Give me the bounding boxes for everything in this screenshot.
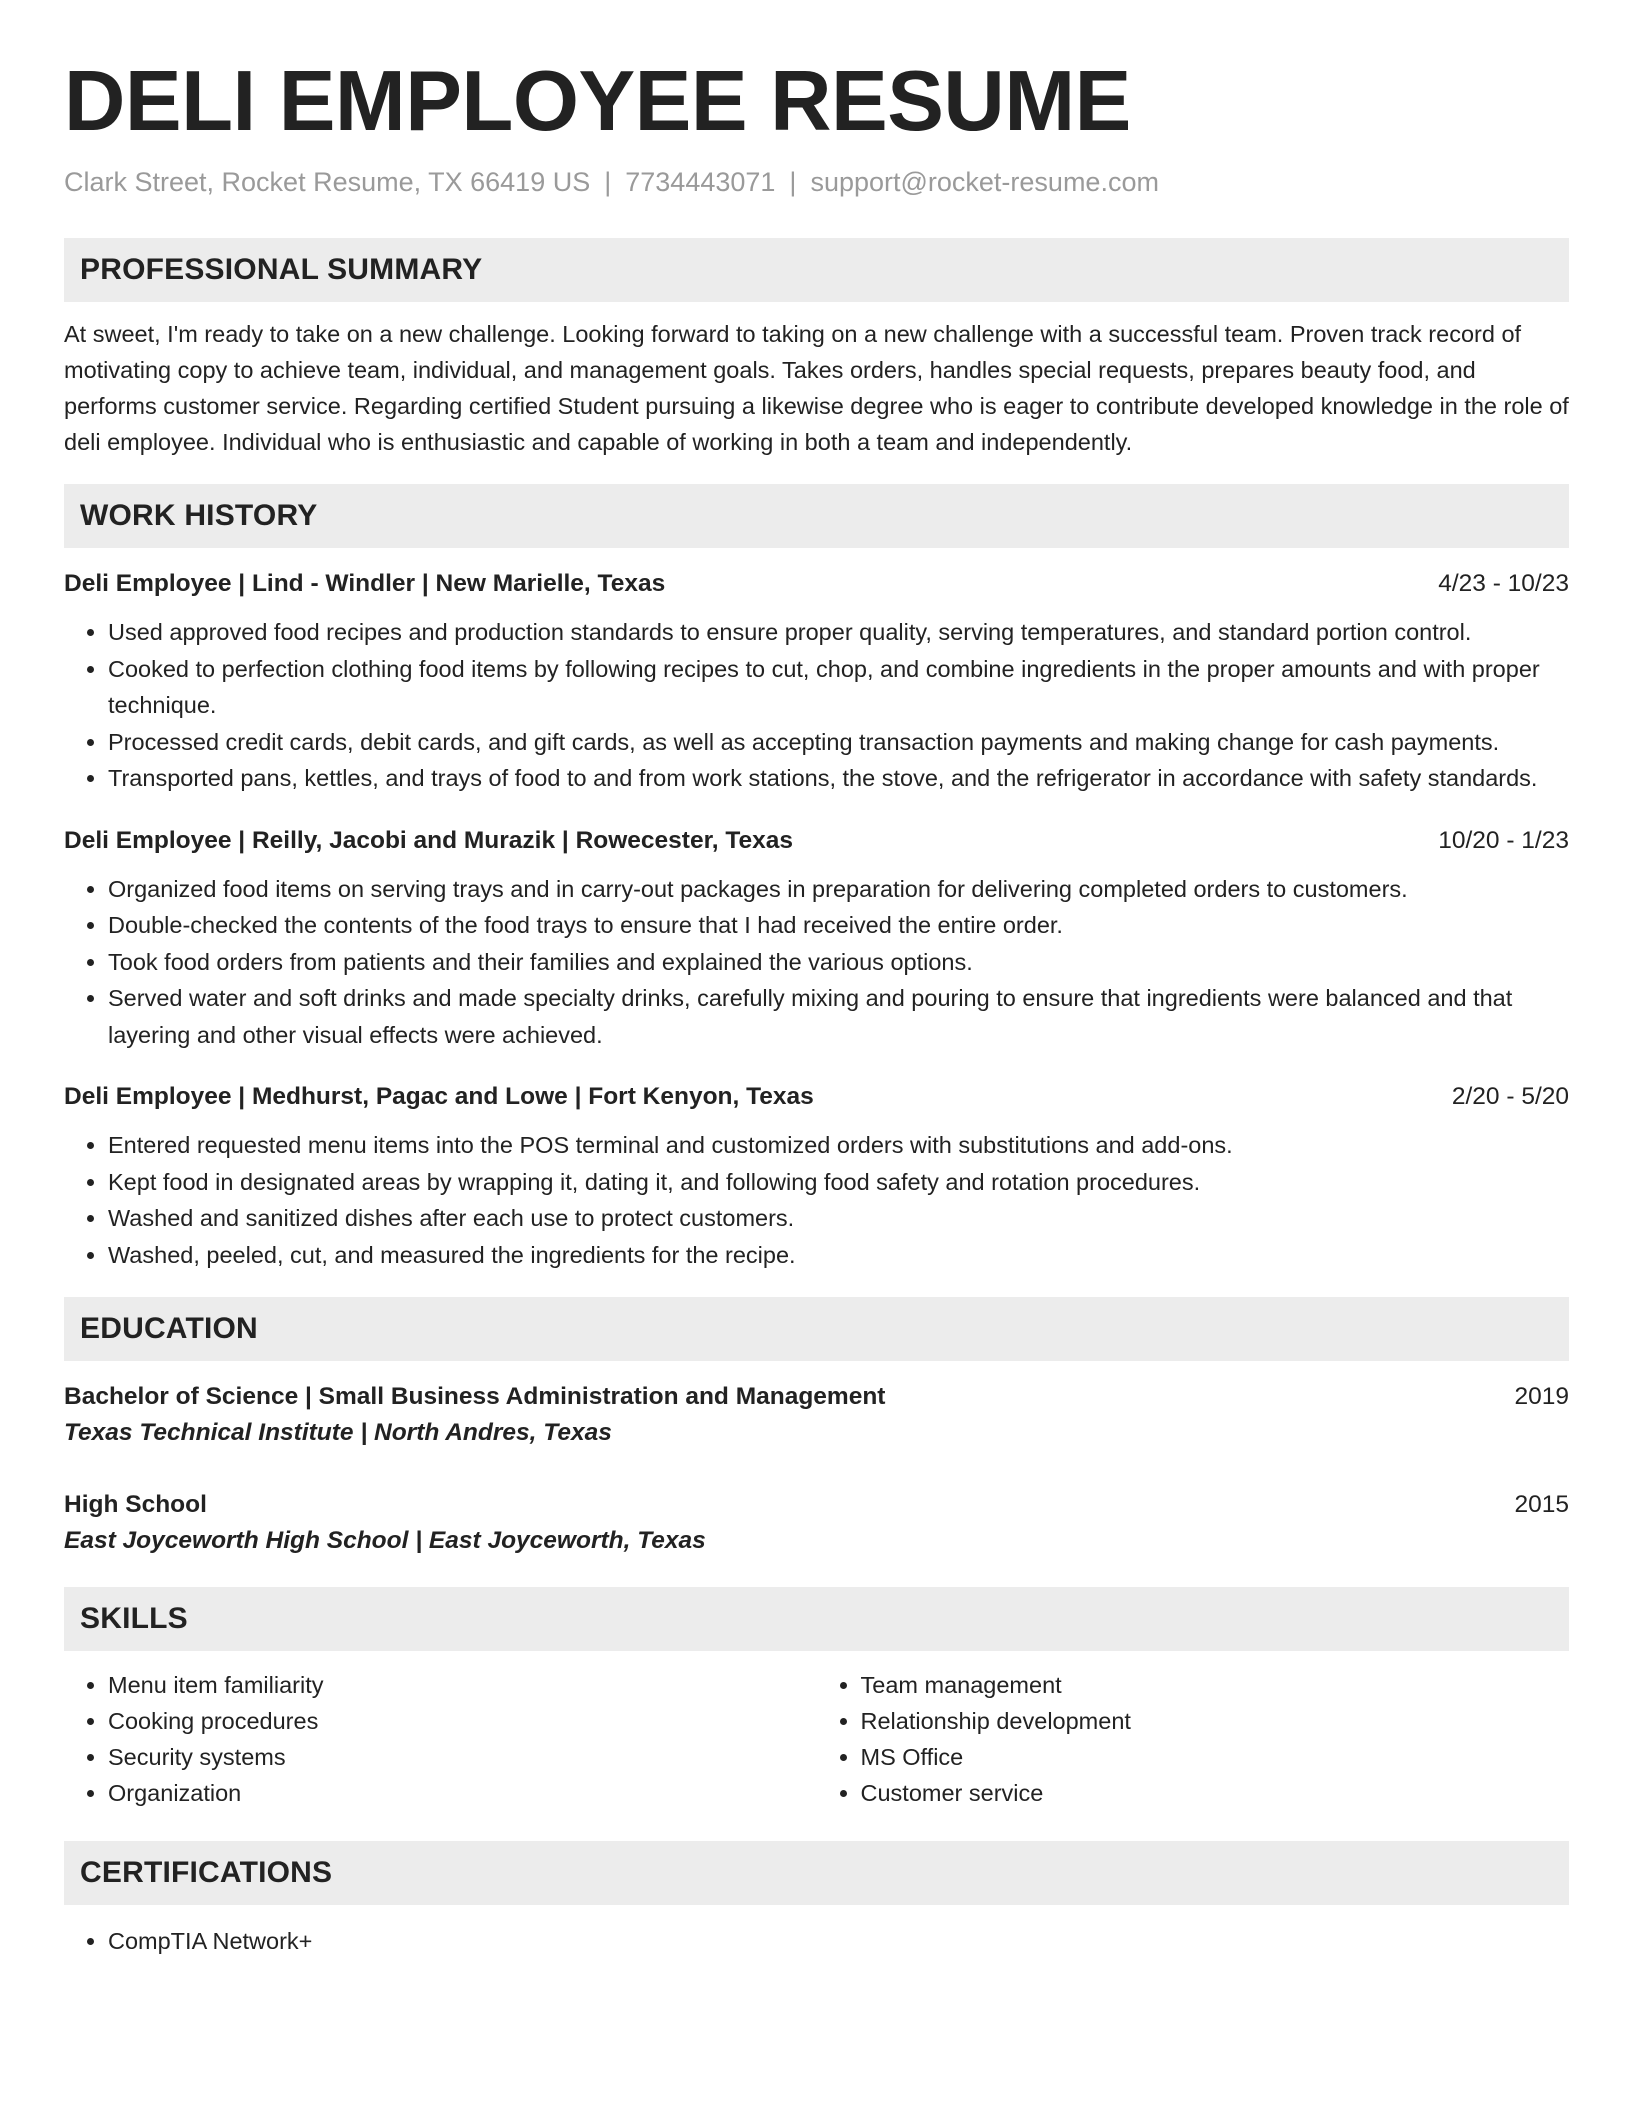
skill-item: • Cooking procedures	[108, 1703, 817, 1739]
job-dates: 2/20 - 5/20	[1451, 1083, 1569, 1110]
job-bullet: • Cooked to perfection clothing food items by following recipes to cut, chop, and combine ingredients in the proper amounts and with proper technique.	[108, 651, 1569, 724]
job-dates: 10/20 - 1/23	[1438, 826, 1569, 854]
job-header	[64, 566, 1569, 602]
job-entry	[64, 1079, 1569, 1273]
contact-separator: |	[789, 167, 797, 197]
job-bullets	[64, 1127, 1569, 1273]
skill-item: • MS Office	[861, 1739, 1570, 1775]
job-bullet: • Entered requested menu items into the POS terminal and customized orders with substitutions and add-ons.	[108, 1127, 1569, 1164]
skill-item: • Menu item familiarity	[108, 1667, 817, 1703]
education-entry	[64, 1487, 1569, 1559]
certification-item: • CompTIA Network+	[108, 1923, 1569, 1959]
skill-item: • Organization	[108, 1775, 817, 1811]
education-year: 2019	[1514, 1383, 1569, 1410]
education-degree: Bachelor of Science | Small Business Administration and Management	[64, 1383, 886, 1410]
job-bullet: • Transported pans, kettles, and trays of food to and from work stations, the stove, and the refrigerator in accordance with safety standards.	[108, 760, 1569, 797]
certifications-bullets	[64, 1923, 1569, 1959]
certifications-list	[64, 1923, 1569, 1959]
job-bullets	[64, 871, 1569, 1054]
job-title: Deli Employee | Medhurst, Pagac and Lowe | Fort Kenyon, Texas	[64, 1083, 814, 1110]
education-header	[64, 1379, 1569, 1415]
job-bullets	[64, 614, 1569, 797]
job-bullet: • Kept food in designated areas by wrapping it, dating it, and following food safety and rotation procedures.	[108, 1164, 1569, 1201]
section-header-work-history: WORK HISTORY	[64, 484, 1569, 548]
job-bullet: • Took food orders from patients and their families and explained the various options.	[108, 944, 1569, 981]
job-bullet: • Washed, peeled, cut, and measured the ingredients for the recipe.	[108, 1237, 1569, 1274]
skills-column-left	[64, 1667, 817, 1811]
resume-title: DELI EMPLOYEE RESUME	[64, 54, 1131, 149]
education-year: 2015	[1514, 1491, 1569, 1518]
job-title: Deli Employee | Reilly, Jacobi and Murazik | Rowecester, Texas	[64, 826, 794, 854]
contact-email: support@rocket-resume.com	[810, 167, 1159, 197]
job-bullet: • Organized food items on serving trays and in carry-out packages in preparation for delivering completed orders to customers.	[108, 871, 1569, 908]
job-title: Deli Employee | Lind - Windler | New Marielle, Texas	[64, 570, 666, 597]
resume-content	[64, 52, 1569, 1959]
education-school: Texas Technical Institute | North Andres, Texas	[64, 1419, 612, 1446]
job-bullet: • Processed credit cards, debit cards, and gift cards, as well as accepting transaction payments and making change for cash payments.	[108, 724, 1569, 761]
contact-address: Clark Street, Rocket Resume, TX 66419 US	[64, 167, 591, 197]
job-bullet: • Used approved food recipes and production standards to ensure proper quality, serving temperatures, and standard portion control.	[108, 614, 1569, 651]
skills-column-right	[817, 1667, 1570, 1811]
skill-item: • Security systems	[108, 1739, 817, 1775]
job-dates: 4/23 - 10/23	[1438, 570, 1569, 597]
job-entry	[64, 823, 1569, 1054]
job-header	[64, 1079, 1569, 1115]
contact-line	[64, 164, 1569, 200]
education-header	[64, 1487, 1569, 1523]
contact-phone: 7734443071	[625, 167, 776, 197]
job-bullet: • Washed and sanitized dishes after each use to protect customers.	[108, 1200, 1569, 1237]
skill-item: • Customer service	[861, 1775, 1570, 1811]
section-header-certifications: CERTIFICATIONS	[64, 1841, 1569, 1905]
summary-text: At sweet, I'm ready to take on a new challenge. Looking forward to taking on a new challenge with a successful team. Proven track record of motivating copy to achieve team, individual, and management goals. Takes orders, handles special requests, prepares beauty food, and performs customer service. Regarding certified Student pursuing a likewise degree who is eager to contribute developed knowledge in the role of deli employee. Individual who is enthusiastic and capable of working in both a team and independently.	[64, 321, 1569, 455]
section-header-skills: SKILLS	[64, 1587, 1569, 1651]
job-bullet: • Served water and soft drinks and made specialty drinks, carefully mixing and pouring to ensure that ingredients were balanced and that layering and other visual effects were achieved.	[108, 980, 1569, 1053]
job-entry	[64, 566, 1569, 797]
skill-item: • Team management	[861, 1667, 1570, 1703]
job-bullet: • Double-checked the contents of the food trays to ensure that I had received the entire order.	[108, 907, 1569, 944]
education-entry	[64, 1379, 1569, 1451]
skills-list	[64, 1667, 1569, 1811]
education-school: East Joyceworth High School | East Joyceworth, Texas	[64, 1527, 706, 1554]
skill-item: • Relationship development	[861, 1703, 1570, 1739]
education-degree: High School	[64, 1491, 207, 1518]
section-header-education: EDUCATION	[64, 1297, 1569, 1361]
job-header	[64, 823, 1569, 859]
section-header-summary: PROFESSIONAL SUMMARY	[64, 238, 1569, 302]
contact-separator: |	[604, 167, 612, 197]
